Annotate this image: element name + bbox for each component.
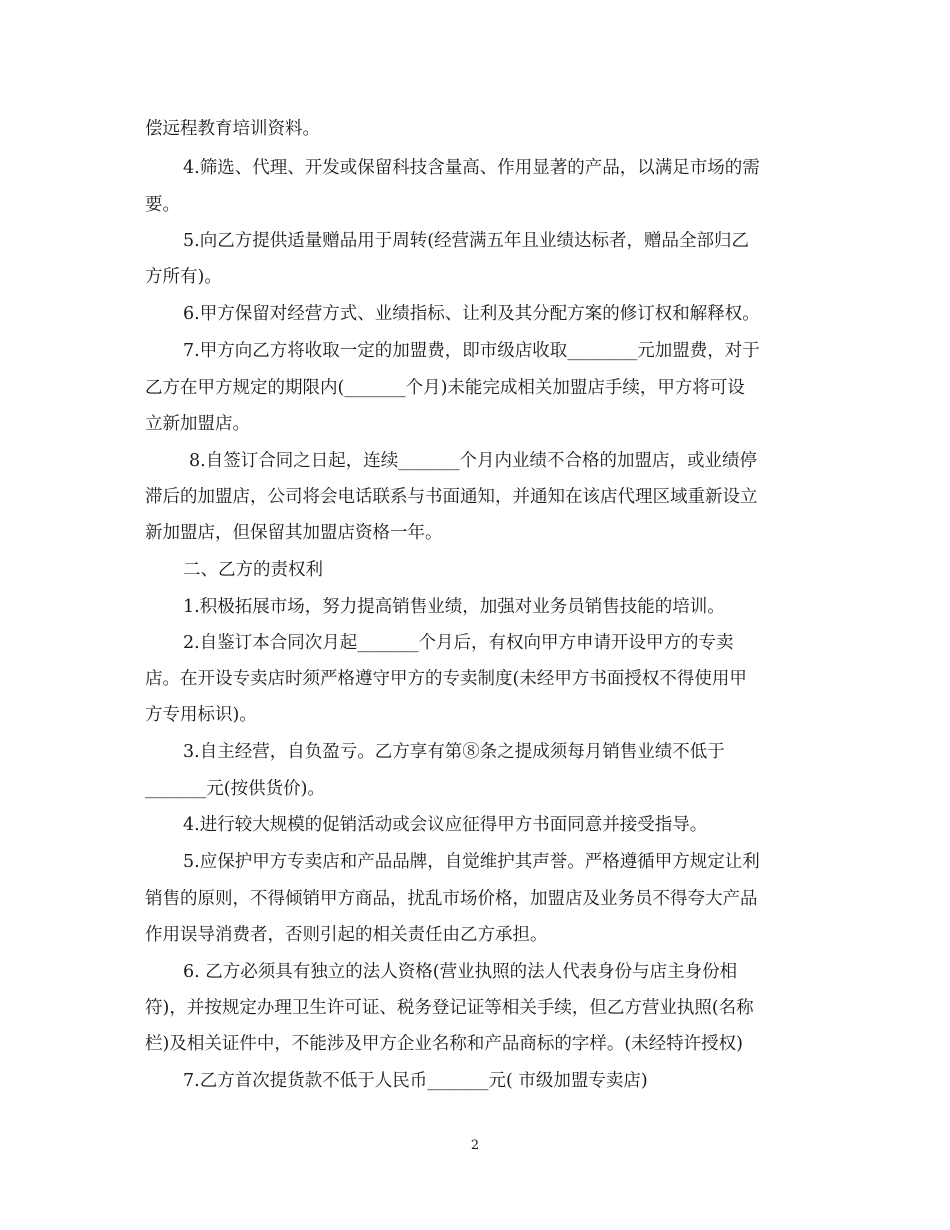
- text-line: 滞后的加盟店，公司将会电话联系与书面通知，并通知在该店代理区域重新设立: [145, 487, 758, 507]
- text-line: 8.自签订合同之日起，连续_______个月内业绩不合格的加盟店，或业绩停: [189, 451, 757, 471]
- text-line: 7.乙方首次提货款不低于人民币_______元( 市级加盟专卖店): [183, 1071, 648, 1091]
- text-line: 7.甲方向乙方将收取一定的加盟费，即市级店收取________元加盟费，对于: [183, 341, 760, 361]
- text-line: 乙方在甲方规定的期限内(_______个月)未能完成相关加盟店手续，甲方将可设: [145, 378, 745, 398]
- text-line: 立新加盟店。: [145, 414, 250, 434]
- text-line: 6.甲方保留对经营方式、业绩指标、让利及其分配方案的修订权和解释权。: [183, 304, 760, 324]
- text-line: 栏)及相关证件中，不能涉及甲方企业名称和产品商标的字样。(未经特许授权): [145, 1034, 743, 1054]
- text-line: 4.筛选、代理、开发或保留科技含量高、作用显著的产品，以满足市场的需: [183, 158, 760, 178]
- text-line: 方专用标识)。: [145, 705, 257, 725]
- text-line: 要。: [145, 195, 180, 215]
- text-line: 销售的原则，不得倾销甲方商品，扰乱市场价格，加盟店及业务员不得夸大产品: [145, 889, 758, 909]
- text-line: 符)，并按规定办理卫生许可证、税务登记证等相关手续，但乙方营业执照(名称: [145, 998, 754, 1018]
- text-line: 新加盟店，但保留其加盟店资格一年。: [145, 523, 443, 543]
- page-number: 2: [470, 1138, 480, 1153]
- text-line: 4.进行较大规模的促销活动或会议应征得甲方书面同意并接受指导。: [183, 815, 708, 835]
- text-line: 5.应保护甲方专卖店和产品品牌，自觉维护其声誉。严格遵循甲方规定让利: [183, 852, 760, 872]
- text-line: _______元(按供货价)。: [145, 779, 325, 799]
- text-line: 3.自主经营，自负盈亏。乙方享有第⑧条之提成须每月销售业绩不低于: [183, 742, 725, 762]
- text-line: 5.向乙方提供适量赠品用于周转(经营满五年且业绩达标者，赠品全部归乙: [183, 231, 750, 251]
- text-line: 作用误导消费者，否则引起的相关责任由乙方承担。: [145, 925, 548, 945]
- text-line: 2.自鉴订本合同次月起_______个月后，有权向甲方申请开设甲方的专卖: [183, 633, 734, 653]
- text-line: 方所有)。: [145, 267, 222, 287]
- text-line: 店。在开设专卖店时须严格遵守甲方的专卖制度(未经甲方书面授权不得使用甲: [145, 669, 747, 689]
- text-line: 偿远程教育培训资料。: [145, 119, 320, 139]
- text-line: 1.积极拓展市场，努力提高销售业绩，加强对业务员销售技能的培训。: [183, 597, 725, 617]
- section-heading: 二、乙方的责权利: [183, 560, 323, 580]
- text-line: 6. 乙方必须具有独立的法人资格(营业执照的法人代表身份与店主身份相: [183, 962, 738, 982]
